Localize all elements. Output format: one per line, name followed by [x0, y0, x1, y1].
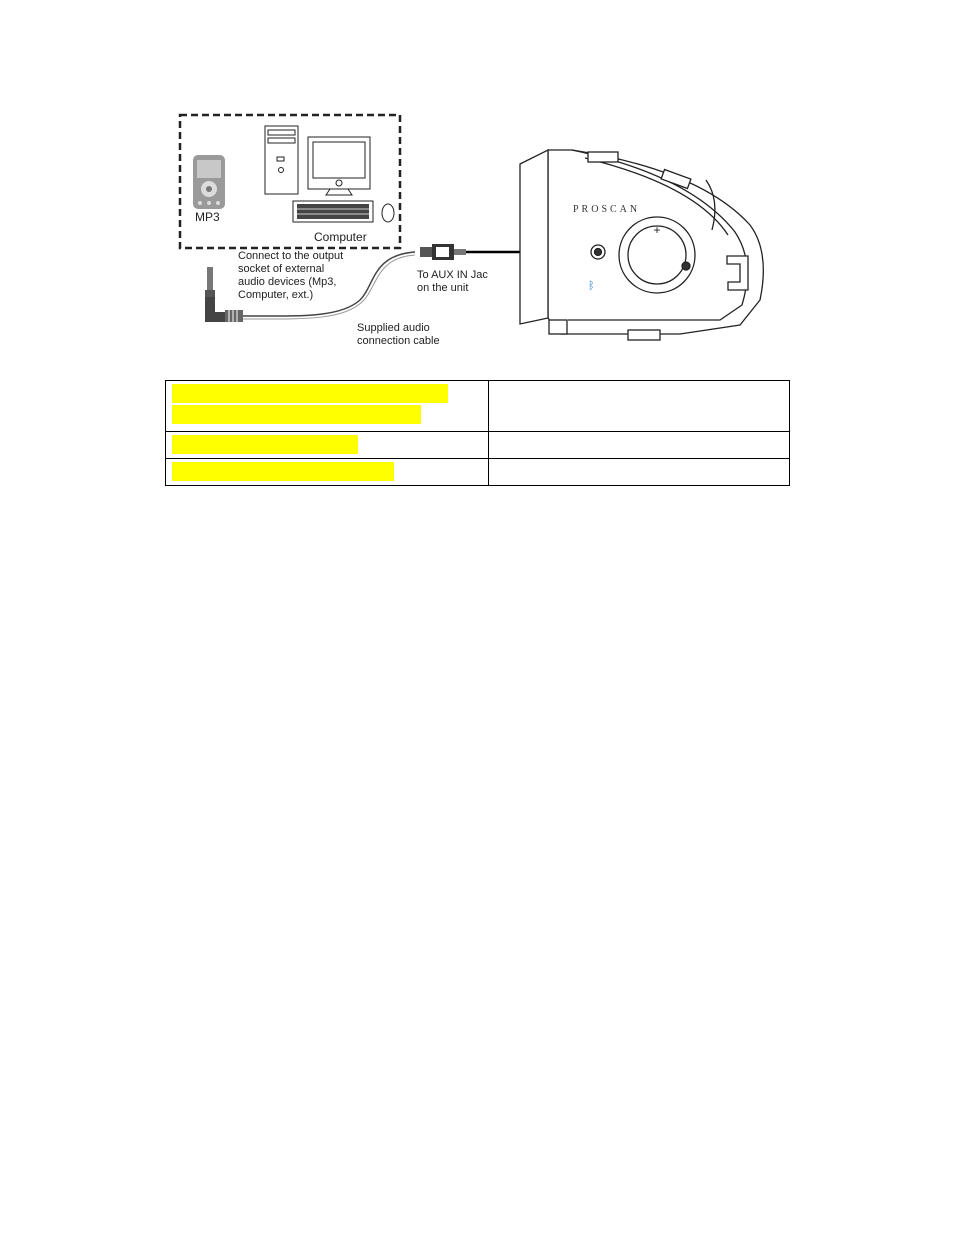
table-cell — [166, 459, 489, 486]
table-cell — [489, 381, 790, 432]
table-row — [166, 432, 790, 459]
mp3-player-icon — [193, 155, 225, 209]
highlighted-text — [172, 462, 394, 481]
table-row — [166, 381, 790, 432]
table-row — [166, 459, 790, 486]
plus-sign: + — [653, 223, 661, 237]
computer-label: Computer — [314, 230, 367, 244]
table-cell — [166, 381, 489, 432]
connect-instruction-label: Connect to the output socket of external audio devices (Mp3, Computer, ext.) — [238, 250, 344, 301]
computer-tower-icon — [265, 126, 298, 194]
mp3-label: MP3 — [195, 210, 220, 224]
aux-connection-illustration — [160, 100, 800, 360]
highlighted-text — [172, 435, 358, 454]
keyboard-icon — [293, 201, 373, 222]
brand-logo: PROSCAN — [573, 204, 641, 215]
mouse-icon — [382, 204, 394, 222]
cable-label: Supplied audio connection cable — [357, 322, 440, 347]
speaker-unit-illustration — [520, 150, 763, 340]
table-cell — [166, 432, 489, 459]
spec-table — [165, 380, 790, 486]
highlighted-text — [172, 405, 421, 424]
aux-in-label: To AUX IN Jac on the unit — [417, 269, 488, 294]
highlighted-text — [172, 384, 448, 403]
table-cell — [489, 432, 790, 459]
bluetooth-icon: ᛒ — [588, 279, 595, 292]
table-cell — [489, 459, 790, 486]
monitor-icon — [308, 137, 370, 195]
